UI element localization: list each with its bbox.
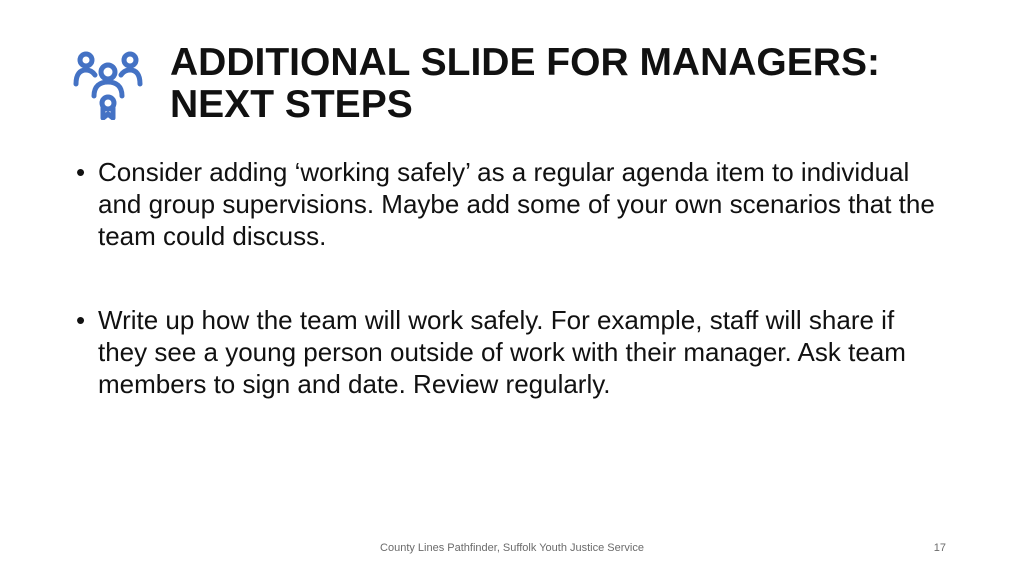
bullet-marker: • [76, 157, 86, 187]
bullet-marker: • [76, 305, 86, 335]
slide-title-line-2: NEXT STEPS [170, 83, 413, 126]
bullet-list [76, 156, 936, 452]
slide-footer: County Lines Pathfinder, Suffolk Youth Justice Service [380, 542, 644, 554]
bullet-text: Consider adding ‘working safely’ as a regular agenda item to individual and group supervisions. Maybe add some of your own scenarios that the team could discuss. [98, 157, 935, 251]
people-group-award-icon [72, 50, 144, 120]
bullet-item-2 [76, 304, 936, 400]
slide-title [170, 42, 880, 126]
page-number: 17 [933, 542, 946, 554]
bullet-item-1 [76, 156, 936, 252]
bullet-text: Write up how the team will work safely. For example, staff will share if they see a young person outside of work with their manager. Ask team members to sign and date. Review regularly. [98, 305, 906, 399]
slide-title-line-1: ADDITIONAL SLIDE FOR MANAGERS: [170, 41, 880, 84]
